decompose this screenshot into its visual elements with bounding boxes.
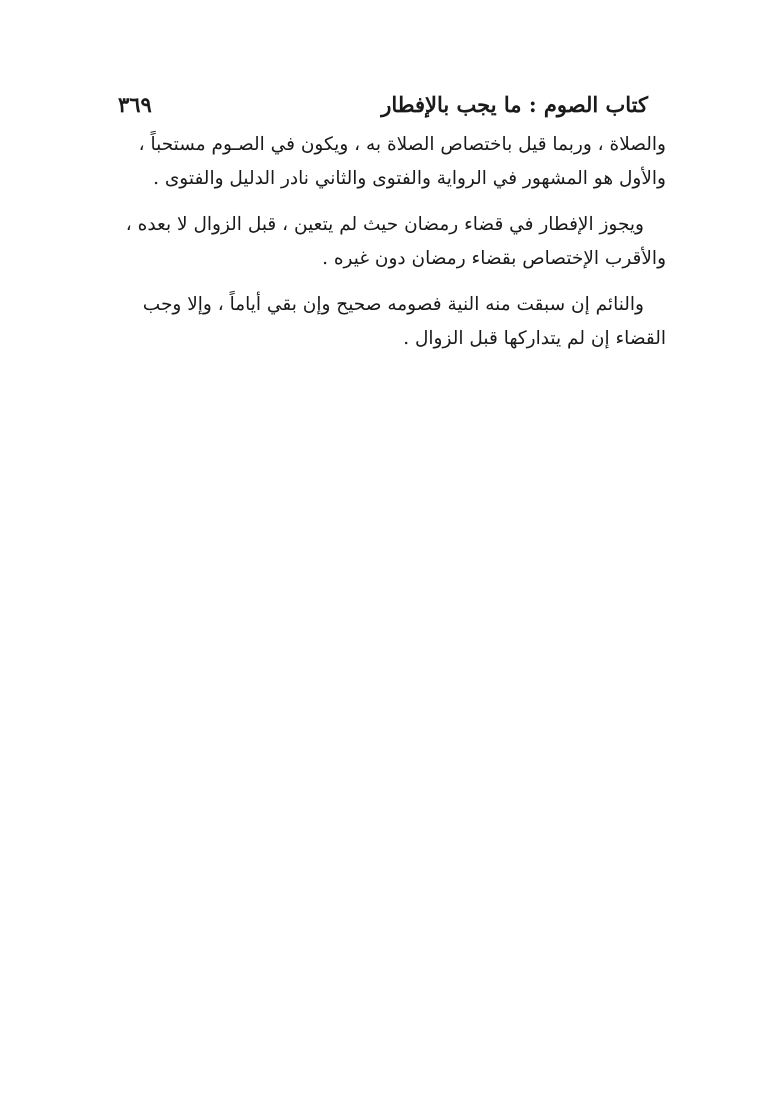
text-line: والأقرب الإختصاص بقضاء رمضان دون غيره . bbox=[322, 248, 666, 269]
running-header bbox=[118, 88, 648, 120]
paragraph-1 bbox=[118, 128, 666, 196]
chapter-title: كتاب الصوم : ما يجب بالإفطار bbox=[381, 91, 648, 117]
paragraph-3 bbox=[118, 288, 666, 356]
page-number: ٣٦٩ bbox=[118, 91, 152, 117]
body-text bbox=[118, 128, 666, 368]
text-line: والأول هو المشهور في الرواية والفتوى والثاني نادر الدليل والفتوى . bbox=[153, 168, 666, 189]
text-line: ويجوز الإفطار في قضاء رمضان حيث لم يتعين ، قبل الزوال لا بعده ، bbox=[125, 214, 644, 235]
text-line: والنائم إن سبقت منه النية فصومه صحيح وإن بقي أياماً ، وإلا وجب bbox=[142, 294, 644, 315]
paragraph-2 bbox=[118, 208, 666, 276]
text-line: القضاء إن لم يتداركها قبل الزوال . bbox=[403, 328, 666, 349]
text-line: والصلاة ، وربما قيل باختصاص الصلاة به ، ويكون في الصـوم مستحباً ، bbox=[138, 134, 666, 155]
